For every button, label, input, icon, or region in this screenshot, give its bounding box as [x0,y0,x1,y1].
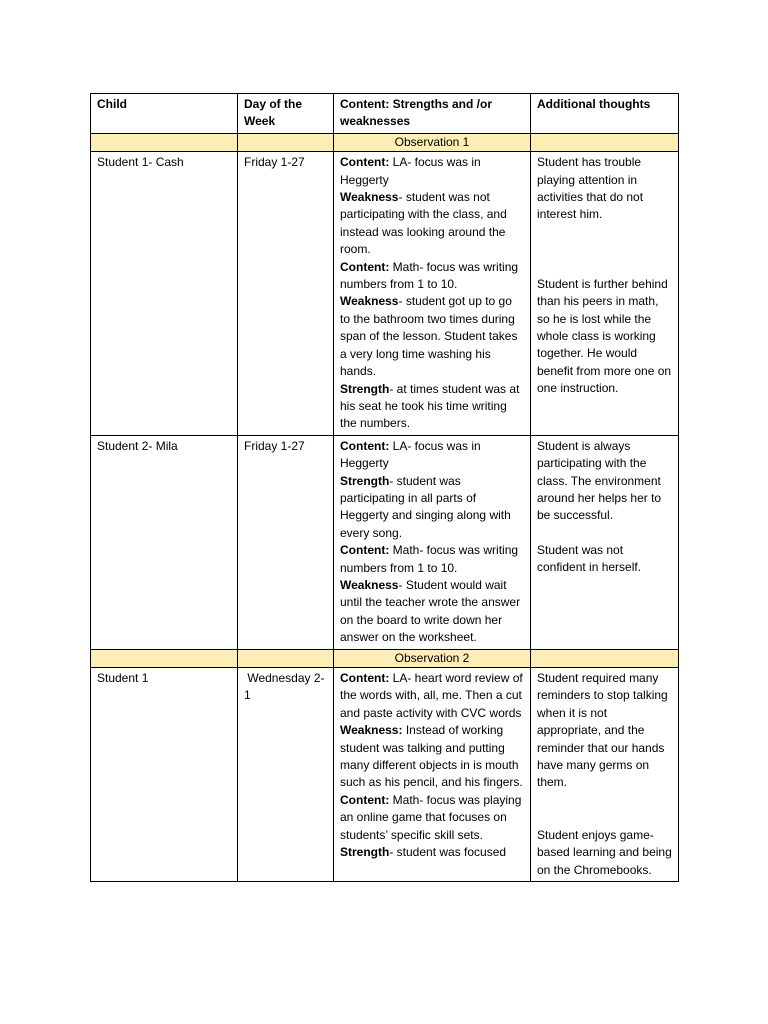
entry-label: Weakness [340,294,399,309]
content-cell [334,152,531,436]
entry-text: - student got up to go to the bathroom two times during span of the lesson. Student takes a very long time washing his hands. [340,294,518,379]
thought-text: Student is always participating with the class. The environment around her helps her to be successful. [537,438,662,523]
entry-label: Strength [340,381,390,396]
entry-label: Content: [340,671,390,685]
entry-label: Content: [340,438,390,453]
entry-text: - student was focused [389,845,507,860]
content-entry [340,792,524,844]
entry-text: Math- focus was writing numbers from 1 to 10. [340,259,519,292]
header-content: Content: Strengths and /or weaknesses [334,94,531,134]
entry-text: - at times student was at his seat he took his time writing the numbers. [340,381,520,431]
content-entry [340,293,524,380]
table-row [91,152,679,436]
content-entry [340,189,524,259]
content-entry [340,577,524,647]
header-day: Day of the Week [238,94,334,134]
content-entry [340,844,524,861]
entry-text: - student was not participating with the class, and instead was looking around the room. [340,190,507,257]
entry-label: Weakness [340,577,399,592]
thought-text: Student is further behind than his peers in math, so he is lost while the whole class is working together. He would benefit from more one on one instruction. [537,276,672,396]
header-row [91,94,679,134]
day-cell: Friday 1-27 [238,435,334,649]
observation-1-label: Observation 1 [334,133,531,151]
table-row [91,435,679,649]
observation-2-label: Observation 2 [334,649,531,667]
entry-label: Strength [340,473,390,488]
content-entry [340,438,524,473]
thought-text: Student has trouble playing attention in activities that do not interest him. [537,155,644,222]
table-row [91,668,679,882]
entry-text: Math- focus was writing numbers from 1 to 10. [340,543,519,575]
thought-text: Student required many reminders to stop talking when it is not appropriate, and the reminder that our hands have many germs on them. [537,671,668,790]
thoughts-cell [531,152,679,436]
entry-text: Math- focus was playing an online game that focuses on students’ specific skill sets. [340,792,522,842]
entry-text: - student was participating in all parts of Heggerty and singing along with every song. [340,473,511,540]
thoughts-cell [531,668,679,882]
content-entry [340,259,524,294]
header-child: Child [91,94,238,134]
child-cell: Student 1 [91,668,238,882]
day-cell: Wednesday 2- 1 [238,668,334,882]
entry-label: Content: [340,543,390,558]
content-entry [340,542,524,577]
entry-text: LA- focus was in Heggerty [340,155,481,187]
observation-1-row [91,133,679,151]
content-entry [340,381,524,433]
entry-label: Content: [340,259,390,274]
content-entry [340,670,524,722]
entry-text: Instead of working student was talking and putting many different objects in is mouth such as his pencil, and his fingers. [340,723,523,790]
content-cell [334,435,531,649]
content-cell [334,668,531,882]
entry-text: - Student would wait until the teacher wrote the answer on the board to write down her answer on the worksheet. [340,577,521,645]
observation-2-row [91,649,679,667]
entry-label: Content: [340,155,390,170]
entry-label: Weakness: [340,723,403,738]
content-entry [340,722,524,792]
entry-label: Strength [340,845,390,860]
header-thoughts: Additional thoughts [531,94,679,134]
content-entry [340,473,524,543]
thought-text: Student was not confident in herself. [537,542,642,575]
entry-label: Weakness [340,190,399,205]
thoughts-cell [531,435,679,649]
content-entry [340,154,524,189]
entry-text: LA- heart word review of the words with, all, me. Then a cut and paste activity with CVC words [340,671,523,720]
day-cell: Friday 1-27 [238,152,334,436]
observation-table [90,93,679,882]
child-cell: Student 2- Mila [91,435,238,649]
entry-label: Content: [340,792,390,807]
thought-text: Student enjoys game-based learning and being on the Chromebooks. [537,827,672,877]
child-cell: Student 1- Cash [91,152,238,436]
entry-text: LA- focus was in Heggerty [340,438,481,471]
